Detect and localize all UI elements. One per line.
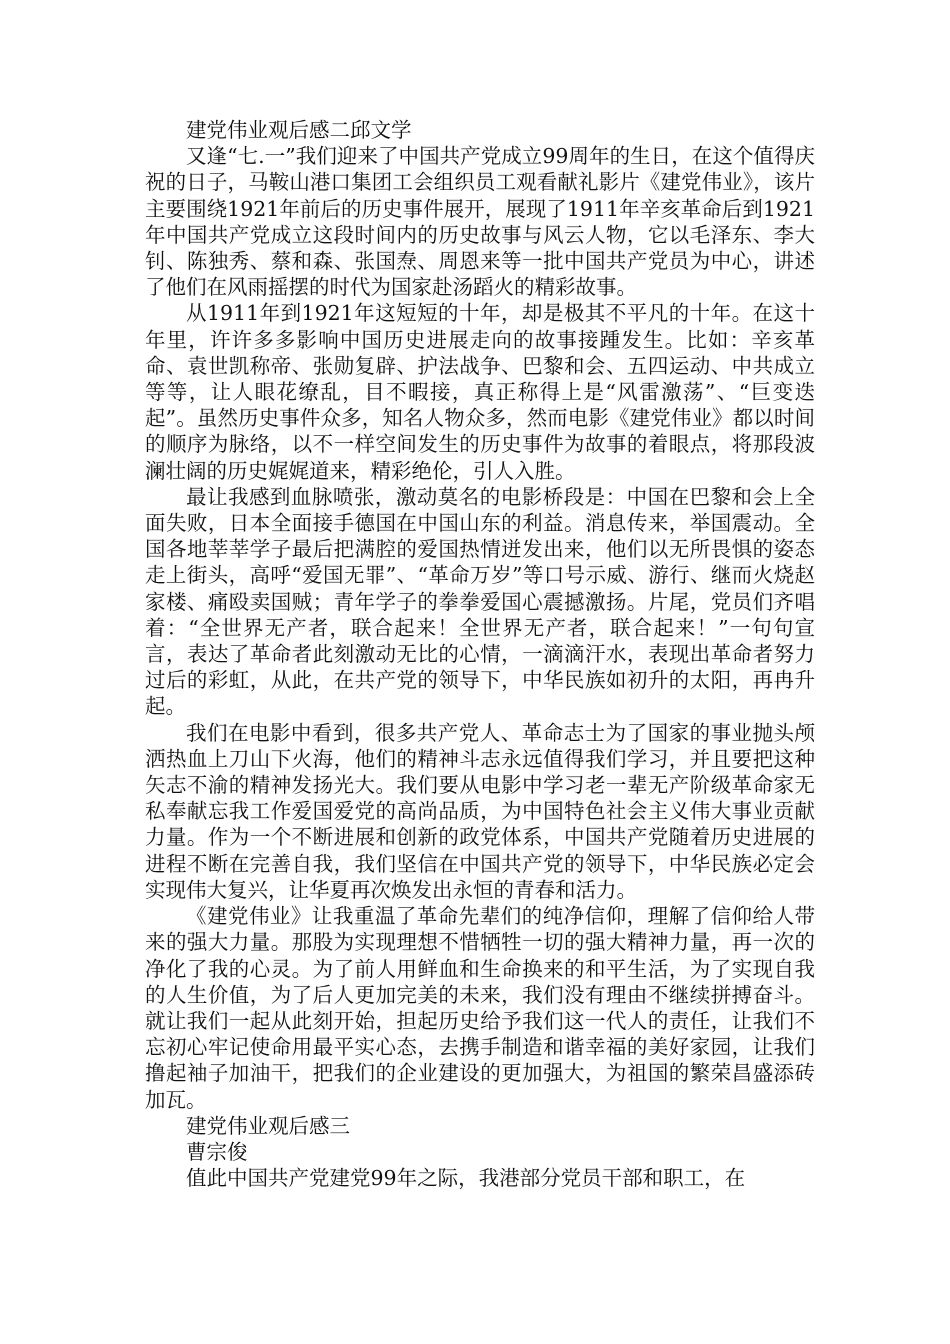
essay-title: 建党伟业观后感二邱文学 — [186, 118, 412, 142]
paragraph-5: 《建党伟业》让我重温了革命先辈们的纯净信仰，理解了信仰给人带来的强大力量。那股为实现理想不惜牺牲一切的强大精神力量，再一次的净化了我的心灵。为了前人用鲜血和生命换来的和平生活，为了实现自我的人生价值，为了后人更加完美的未来，我们没有理由不继续拼搏奋斗。就让我们一起从此刻开始，担起历史给予我们这一代人的责任，让我们不忘初心牢记使命用最平实心态，去携手制造和谐幸福的美好家园，让我们撸起袖子加油干，把我们的企业建设的更加强大，为祖国的繁荣昌盛添砖加瓦。 — [145, 904, 815, 1112]
section2-author: 曹宗俊 — [186, 1139, 248, 1164]
paragraph-4: 我们在电影中看到，很多共产党人、革命志士为了国家的事业抛头颅洒热血上刀山下火海，他们的精神斗志永远值得我们学习，并且要把这种矢志不渝的精神发扬光大。我们要从电影中学习老一辈无产阶级革命家无私奉献忘我工作爱国爱党的高尚品质，为中国特色社会主义伟大事业贡献力量。作为一个不断进展和创新的政党体系，中国共产党随着历史进展的进程不断在完善自我，我们坚信在中国共产党的领导下，中华民族必定会实现伟大复兴，让华夏再次焕发出永恒的青春和活力。 — [145, 720, 815, 902]
paragraph-2: 从1911年到1921年这短短的十年，却是极其不平凡的十年。在这十年里，许许多多影响中国历史进展走向的故事接踵发生。比如：辛亥革命、袁世凯称帝、张勋复辟、护法战争、巴黎和会、五四运动、中共成立等等，让人眼花缭乱，目不暇接，真正称得上是“风雷激荡”、“巨变迭起”。虽然历史事件众多，知名人物众多，然而电影《建党伟业》都以时间的顺序为脉络，以不一样空间发生的历史事件为故事的着眼点，将那段波澜壮阔的历史娓娓道来，精彩绝伦，引人入胜。 — [145, 301, 815, 483]
paragraph-1: 又逢“七.一”我们迎来了中国共产党成立99周年的生日，在这个值得庆祝的日子，马鞍山港口集团工会组织员工观看献礼影片《建党伟业》，该片主要围绕1921年前后的历史事件展开，展现了1911年辛亥革命后到1921年中国共产党成立这段时间内的历史故事与风云人物，它以毛泽东、李大钊、陈独秀、蔡和森、张国焘、周恩来等一批中国共产党员为中心，讲述了他们在风雨摇摆的时代为国家赴汤蹈火的精彩故事。 — [145, 144, 815, 300]
section2-paragraph: 值此中国共产党建党99年之际，我港部分党员干部和职工，在 — [186, 1166, 746, 1191]
document-body — [145, 117, 815, 1191]
paragraph-3: 最让我感到血脉喷张，激动莫名的电影桥段是：中国在巴黎和会上全面失败，日本全面接手德国在中国山东的利益。消息传来，举国震动。全国各地莘莘学子最后把满腔的爱国热情迸发出来，他们以无所畏惧的姿态走上街头，高呼“爱国无罪”、“革命万岁”等口号示威、游行、继而火烧赵家楼、痛殴卖国贼；青年学子的拳拳爱国心震撼激扬。片尾，党员们齐唱着：“全世界无产者，联合起来！全世界无产者，联合起来！”一句句宣言，表达了革命者此刻激动无比的心情，一滴滴汗水，表现出革命者努力过后的彩虹，从此，在共产党的领导下，中华民族如初升的太阳，再冉升起。 — [145, 484, 815, 719]
section2-title: 建党伟业观后感三 — [186, 1113, 350, 1138]
